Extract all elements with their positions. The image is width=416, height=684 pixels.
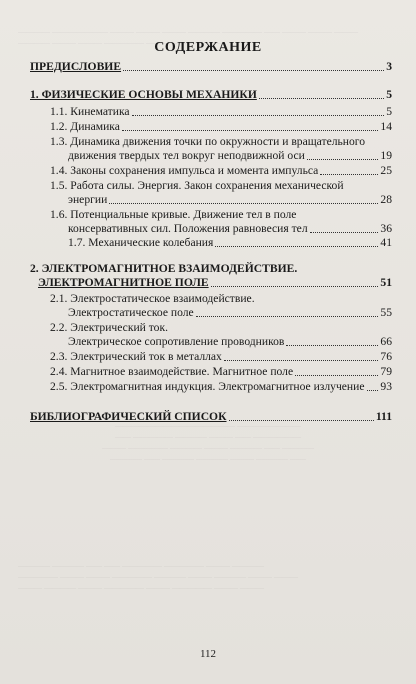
toc-entry-2-1-line1[interactable]: 2.1. Электростатическое взаимодействие. (50, 292, 255, 305)
toc-entry-1-5[interactable]: энергии 28 (68, 193, 392, 206)
toc-entry-2-3[interactable]: 2.3. Электрический ток в металлах 76 (50, 350, 392, 363)
toc-entry-2-2-line1[interactable]: 2.2. Электрический ток. (50, 321, 169, 334)
toc-entry-preface[interactable]: ПРЕДИСЛОВИЕ 3 (30, 60, 392, 73)
toc-entry-chapter-2-line1[interactable]: 2. ЭЛЕКТРОМАГНИТНОЕ ВЗАИМОДЕЙСТВИЕ. (30, 262, 298, 275)
toc-entry-2-4[interactable]: 2.4. Магнитное взаимодействие. Магнитное поле 79 (50, 365, 392, 378)
toc-entry-chapter-2[interactable]: ЭЛЕКТРОМАГНИТНОЕ ПОЛЕ 51 (38, 276, 392, 289)
toc-entry-1-6[interactable]: консервативных сил. Положения равновесия тел 36 (68, 222, 392, 235)
toc-entry-2-2[interactable]: Электрическое сопротивление проводников 66 (68, 335, 392, 348)
page-number: 112 (199, 648, 217, 660)
toc-entry-2-5[interactable]: 2.5. Электромагнитная индукция. Электромагнитное излучение 93 (50, 380, 392, 393)
toc-entry-1-4[interactable]: 1.4. Законы сохранения импульса и момента импульса 25 (50, 164, 392, 177)
toc-entry-1-5-line1[interactable]: 1.5. Работа силы. Энергия. Закон сохранения механической (50, 179, 344, 192)
toc-entry-1-6-line1[interactable]: 1.6. Потенциальные кривые. Движение тел в поле (50, 208, 297, 221)
toc-title: СОДЕРЖАНИЕ (154, 40, 262, 55)
toc-entry-1-3[interactable]: движения твердых тел вокруг неподвижной оси 19 (68, 149, 392, 162)
bleed-through-text-bottom: ———— ———— —— —— ————— ————— ——— ———— ————— ——— ——— ————— ———— ——— ———— ——— ——— ——— ———— ——— ————— ——— ————— ——— ——— (18, 561, 298, 592)
toc-entry-1-2[interactable]: 1.2. Динамика 14 (50, 120, 392, 133)
toc-entry-1-3-line1[interactable]: 1.3. Динамика движения точки по окружности и вращательного (50, 135, 366, 148)
toc-entry-1-1[interactable]: 1.1. Кинематика 5 (50, 105, 392, 118)
bleed-through-text-top: ———— ——————— ——— ——— ——— ———— ————— —— ——— ——— ——— ———— ——— ——— ————— ——— ———— —— (18, 27, 358, 47)
toc-entry-bibliography[interactable]: БИБЛИОГРАФИЧЕСКИЙ СПИСОК 111 (30, 410, 392, 423)
toc-entry-1-7[interactable]: 1.7. Механические колебания 41 (68, 236, 392, 249)
table-of-contents (30, 56, 392, 424)
toc-entry-2-1[interactable]: Электростатическое поле 55 (68, 306, 392, 319)
bleed-through-text-middle: ——————————————— ———————— —— ————— ———— ——— —— —————— ——— ————— ———— ——— ———— —— ———— ———— —— ———— ———— ——— ———— —— (102, 421, 314, 463)
toc-entry-chapter-1[interactable]: 1. ФИЗИЧЕСКИЕ ОСНОВЫ МЕХАНИКИ 5 (30, 88, 392, 101)
